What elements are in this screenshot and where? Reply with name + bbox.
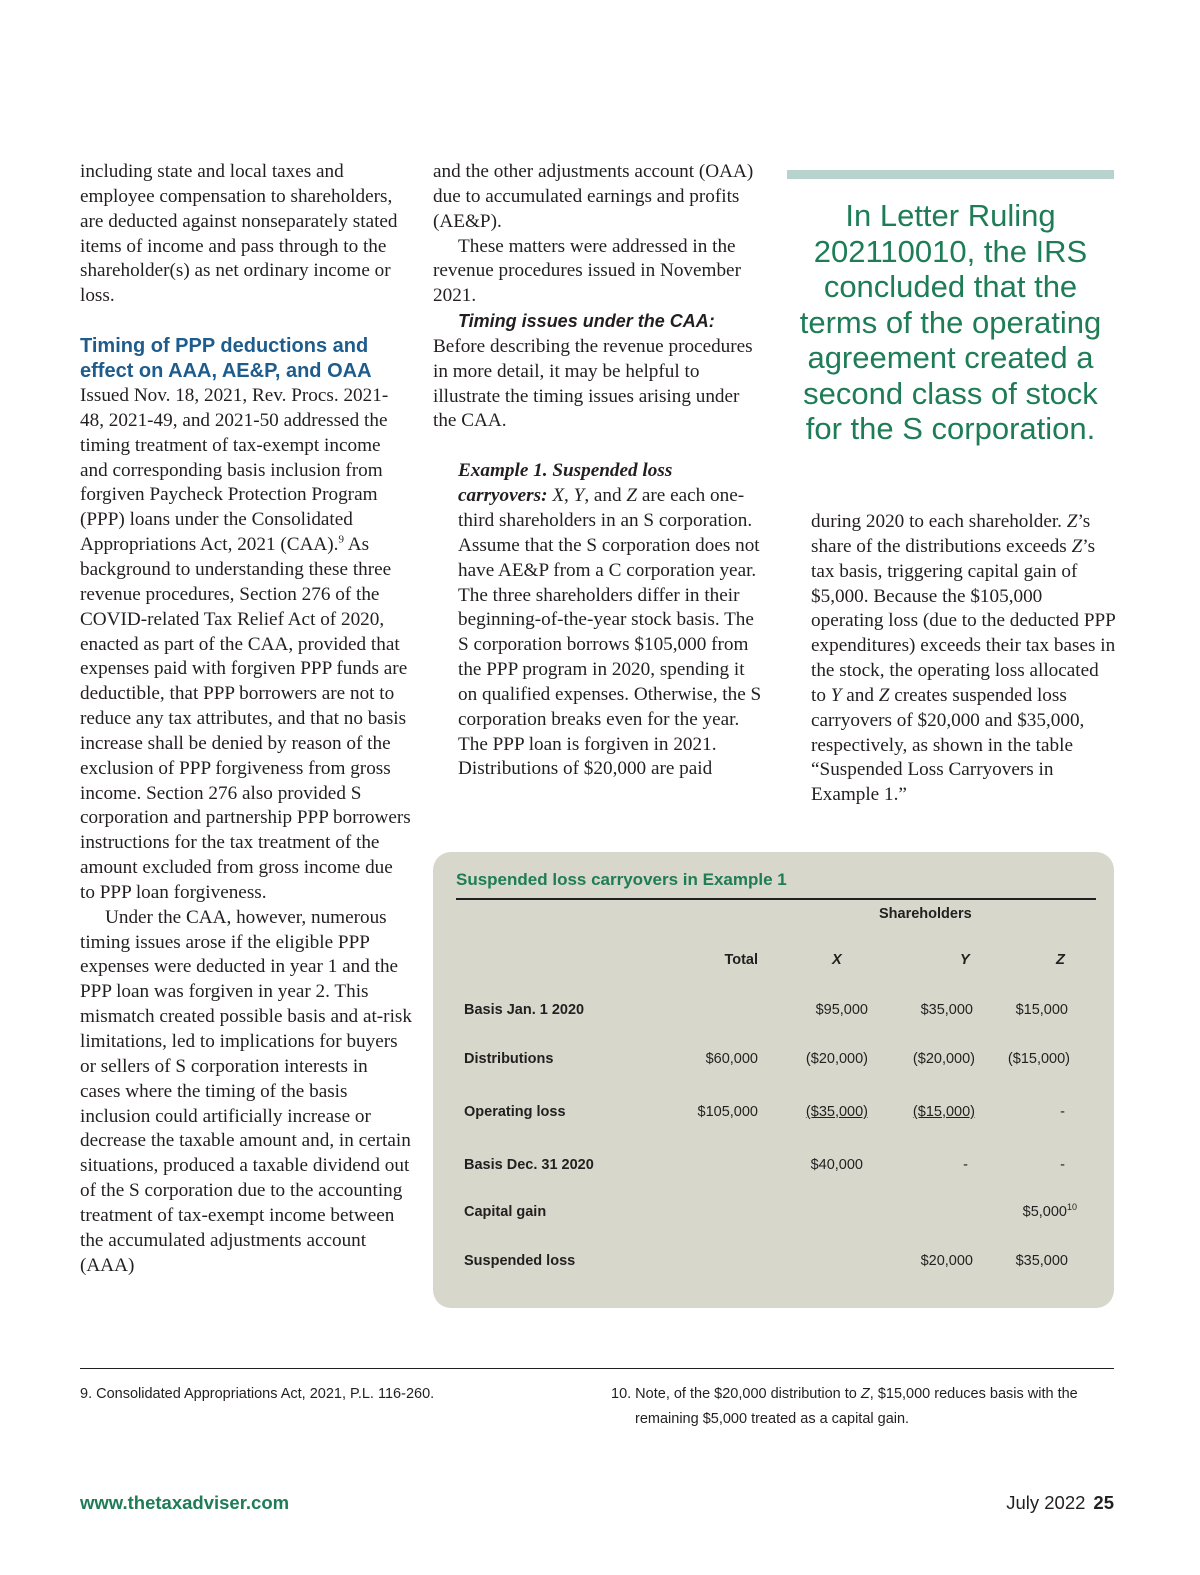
footnote-9: 9. Consolidated Appropriations Act, 2021, P.L. 116-260. xyxy=(80,1386,435,1402)
example-z: Z xyxy=(626,485,638,507)
pullquote: In Letter Ruling 202110010, the IRS concluded that the terms of the operating agreement created a second class of stock for the S corporation. xyxy=(799,198,1102,446)
cell-y: $35,000 xyxy=(920,1002,973,1018)
cell-z: $5,000$^{10}$ xyxy=(1022,1202,1077,1220)
cell-z: - xyxy=(1060,1157,1065,1173)
cell-y: ($20,000) xyxy=(912,1051,975,1067)
timing-text: Before describing the revenue procedures in more detail, it may be helpful to illustrate the timing issues arising under the CAA. xyxy=(433,335,753,432)
page-number: 25 xyxy=(1093,1492,1114,1513)
example-1: Example 1. Suspended loss carryovers: X, Y, and Z are each one-third shareholders in an S corporation. Assume that the S corporation does not have AE&P from a C corporation year. The three shareholders differ in their beginning-of-the-year stock basis. The S corporation borrows $105,000 from the PPP program in 2020, spending it on qualified expenses. Otherwise, the S corporation breaks even for the year. The PPP loan is forgiven in 2021. Distributions of $20,000 are paid xyxy=(458,460,762,780)
column-3 xyxy=(811,510,1116,808)
example-y: Y xyxy=(573,485,585,507)
pullquote-bar xyxy=(787,170,1114,179)
row-label: Distributions xyxy=(464,1051,554,1067)
para-1-text-b: As background to understanding these three revenue procedures, Section 276 of the COVID-related Tax Relief Act of 2020, enacted as part of the CAA, provided that expenses paid with forgiven PPP funds are deductible, that PPP borrowers are not to reduce any tax attributes, and that no basis increase shall be denied by reason of the exclusion of PPP forgiveness from gross income. Section 276 also provided S corporation and partnership PPP borrowers instructions for the tax treatment of the amount excluded from gross income due to PPP loan forgiveness. xyxy=(80,534,411,903)
footnote-ref-10: 10 xyxy=(1066,1202,1077,1213)
column-2-para-1: These matters were addressed in the revenue procedures issued in November 2021. xyxy=(433,235,741,307)
para-1-text-a: Issued Nov. 18, 2021, Rev. Procs. 2021-48, 2021-49, and 2021-50 addressed the timing treatment of tax-exempt income and corresponding basis inclusion from forgiven Paycheck Protection Program (PPP) loans under the Consolidated Appropriations Act, 2021 (CAA). xyxy=(80,385,389,556)
cell-x: $95,000 xyxy=(815,1002,868,1018)
suspended-loss-table xyxy=(433,852,1114,1308)
table-divider xyxy=(456,898,1096,900)
col-header-x: X xyxy=(832,952,842,968)
cell-z: ($15,000) xyxy=(1007,1051,1070,1067)
column-1-para-2: Under the CAA, however, numerous timing issues arose if the eligible PPP expenses were deducted in year 1 and the PPP loan was forgiven in year 2. This mismatch created possible basis and at-risk limitations, led to implications for buyers or sellers of S corporation interests in cases where the timing of the basis inclusion could artificially increase or decrease the taxable amount and, in certain situations, produced a taxable dividend out of the S corporation due to the accounting treatment of tax-exempt income between the accumulated adjustments account (AAA) xyxy=(80,906,412,1276)
example-x: X xyxy=(552,485,565,507)
row-label: Basis Jan. 1 2020 xyxy=(464,1002,585,1018)
row-label: Basis Dec. 31 2020 xyxy=(464,1157,594,1173)
cell-total: $105,000 xyxy=(697,1104,758,1120)
footnote-10: 10. Note, of the $20,000 distribution to Z, $15,000 reduces basis with the remaining $5,000 treated as a capital gain. xyxy=(611,1386,1078,1427)
shareholders-header: Shareholders xyxy=(879,906,972,922)
cell-total: $60,000 xyxy=(705,1051,758,1067)
cell-y: $20,000 xyxy=(920,1253,973,1269)
website-link[interactable]: www.thetaxadviser.com xyxy=(80,1492,290,1513)
cell-x: ($35,000) xyxy=(805,1104,868,1120)
row-label: Capital gain xyxy=(464,1204,547,1220)
page-footer xyxy=(1006,1492,1114,1514)
timing-heading: Timing issues under the CAA: xyxy=(458,311,715,332)
col-header-y: Y xyxy=(960,952,970,968)
column-3-text: during 2020 to each shareholder. Z’s share of the distributions exceeds Z’s tax basis, triggering capital gain of $5,000. Because the $105,000 operating loss (due to the deducted PPP expenditures) exceeds their tax bases in the stock, the operating loss allocated to Y and Z creates suspended loss carryovers of $20,000 and $35,000, respectively, as shown in the table “Suspended Loss Carryovers in Example 1.” xyxy=(811,511,1116,806)
issue-date: July 2022 xyxy=(1006,1492,1086,1513)
column-2-continuation: and the other adjustments account (OAA) due to accumulated earnings and profits (AE&P). xyxy=(433,161,754,232)
cell-y: ($15,000) xyxy=(912,1104,975,1120)
cell-z: - xyxy=(1060,1104,1065,1120)
table-title: Suspended loss carryovers in Example 1 xyxy=(456,870,787,889)
col-header-total: Total xyxy=(724,952,758,968)
cell-z: $35,000 xyxy=(1015,1253,1068,1269)
cell-x: ($20,000) xyxy=(805,1051,868,1067)
column-1-intro: including state and local taxes and employee compensation to shareholders, are deducted against nonseparately stated items of income and pass through to the shareholder(s) as net ordinary income or loss. xyxy=(80,161,398,307)
cell-x: $40,000 xyxy=(810,1157,863,1173)
column-2 xyxy=(433,160,765,782)
example-title: Example 1. Suspended loss carryovers: xyxy=(458,460,673,507)
footnote-divider xyxy=(80,1368,1114,1369)
example-text: are each one-third shareholders in an S corporation. Assume that the S corporation does not have AE&P from a C corporation year. The three shareholders differ in their beginning-of-the-year stock basis. The S corporation borrows $105,000 from the PPP program in 2020, spending it on qualified expenses. Otherwise, the S corporation breaks even for the year. The PPP loan is forgiven in 2021. Distributions of $20,000 are paid xyxy=(458,485,762,780)
cell-y: - xyxy=(963,1157,968,1173)
footnote-ref-9: 9 xyxy=(338,533,344,546)
cell-z: $15,000 xyxy=(1015,1002,1068,1018)
column-1-para-1 xyxy=(80,384,412,906)
column-1 xyxy=(80,160,412,1278)
row-label: Operating loss xyxy=(464,1104,566,1120)
section-heading: Timing of PPP deductions and effect on AAA, AE&P, and OAA xyxy=(80,335,372,383)
row-label: Suspended loss xyxy=(464,1253,576,1269)
column-2-timing-para xyxy=(433,309,765,434)
col-header-z: Z xyxy=(1056,952,1065,968)
